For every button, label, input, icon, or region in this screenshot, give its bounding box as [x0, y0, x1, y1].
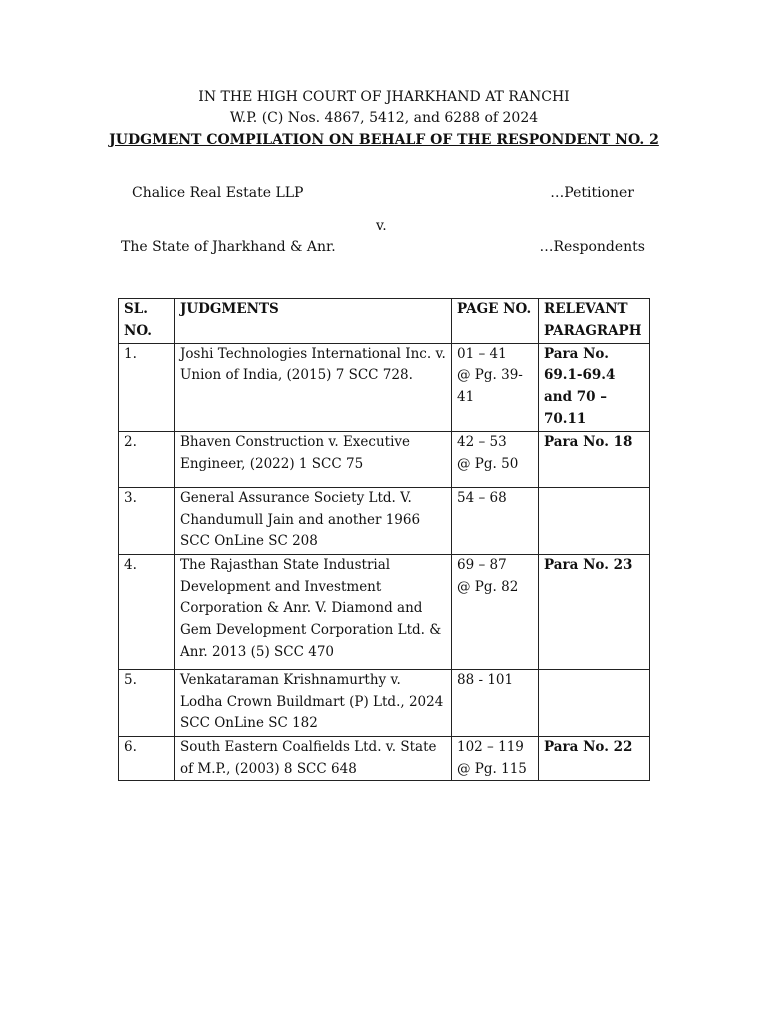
page-cell: 88 - 101	[452, 669, 539, 736]
table-row	[119, 487, 650, 554]
header-sl-no: SL. NO.	[119, 299, 175, 344]
sl-cell: 3.	[119, 487, 175, 554]
judgment-cell: Joshi Technologies International Inc. v. Union of India, (2015) 7 SCC 728.	[175, 343, 452, 431]
table-row	[119, 736, 650, 781]
respondent-name: The State of Jharkhand & Anr.	[121, 239, 336, 255]
case-number: W.P. (C) Nos. 4867, 5412, and 6288 of 2024	[229, 110, 539, 126]
judgment-cell: General Assurance Society Ltd. V. Chandumull Jain and another 1966 SCC OnLine SC 208	[175, 487, 452, 554]
respondent-role: …Respondents	[539, 239, 645, 255]
compilation-title-text: JUDGMENT COMPILATION ON BEHALF OF THE RESPONDENT NO. 2	[109, 132, 659, 148]
sl-cell: 5.	[119, 669, 175, 736]
court-name: IN THE HIGH COURT OF JHARKHAND AT RANCHI	[198, 89, 570, 105]
header-page-no: PAGE NO.	[452, 299, 539, 344]
paragraph-cell	[539, 669, 650, 736]
sl-cell: 4.	[119, 554, 175, 669]
sl-cell: 2.	[119, 431, 175, 487]
judgment-cell: Bhaven Construction v. Executive Engineer, (2022) 1 SCC 75	[175, 431, 452, 487]
petitioner-role: …Petitioner	[550, 185, 634, 201]
table-header-row	[119, 299, 650, 344]
paragraph-cell: Para No. 22	[539, 736, 650, 781]
paragraph-cell: Para No. 18	[539, 431, 650, 487]
compilation-title	[0, 131, 768, 149]
page-cell: 54 – 68	[452, 487, 539, 554]
judgment-cell: South Eastern Coalfields Ltd. v. State of M.P., (2003) 8 SCC 648	[175, 736, 452, 781]
judgments-table	[118, 298, 650, 781]
table-row	[119, 343, 650, 431]
sl-cell: 1.	[119, 343, 175, 431]
paragraph-cell	[539, 487, 650, 554]
header-judgments: JUDGMENTS	[175, 299, 452, 344]
paragraph-cell: Para No. 69.1-69.4 and 70 – 70.11	[539, 343, 650, 431]
sl-cell: 6.	[119, 736, 175, 781]
page-cell: 42 – 53 @ Pg. 50	[452, 431, 539, 487]
paragraph-cell: Para No. 23	[539, 554, 650, 669]
page-cell: 01 – 41 @ Pg. 39-41	[452, 343, 539, 431]
page-cell: 102 – 119 @ Pg. 115	[452, 736, 539, 781]
page-cell: 69 – 87 @ Pg. 82	[452, 554, 539, 669]
header-relevant-paragraph: RELEVANT PARAGRAPH	[539, 299, 650, 344]
table-row	[119, 431, 650, 487]
versus: v.	[376, 218, 387, 234]
table-row	[119, 669, 650, 736]
judgment-cell: The Rajasthan State Industrial Development and Investment Corporation & Anr. V. Diamond and Gem Development Corporation Ltd. & Anr. 2013 (5) SCC 470	[175, 554, 452, 669]
table-row	[119, 554, 650, 669]
petitioner-name: Chalice Real Estate LLP	[132, 185, 304, 201]
judgment-cell: Venkataraman Krishnamurthy v. Lodha Crown Buildmart (P) Ltd., 2024 SCC OnLine SC 182	[175, 669, 452, 736]
